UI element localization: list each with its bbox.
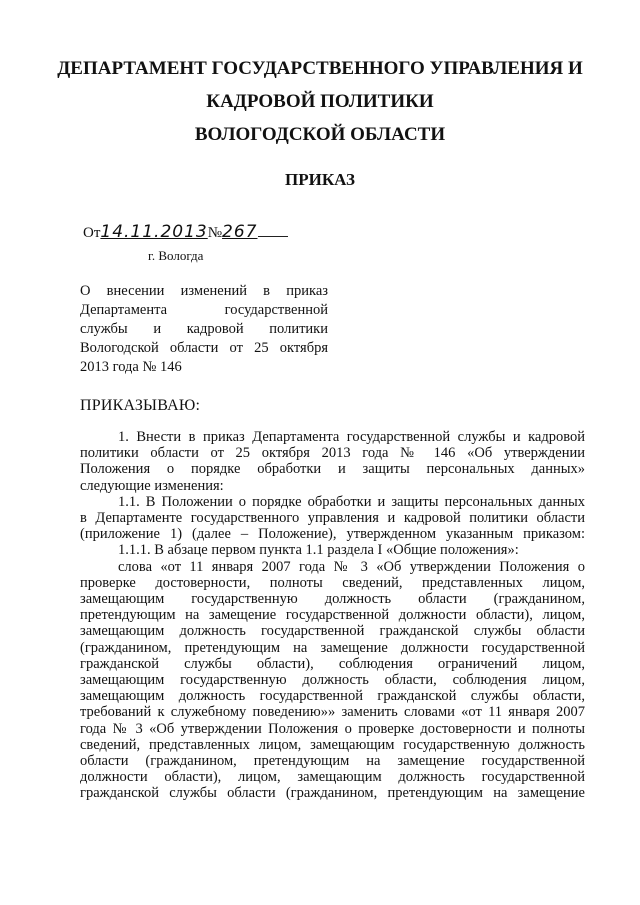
subject-line: О внесении изменений в приказ: [80, 283, 328, 299]
order-date: 14.11.2013: [100, 222, 208, 242]
body-line: замещающим должность государственной гражданской службы области,: [80, 688, 585, 705]
body-line: области (гражданином, претендующим на замещение государственной: [80, 753, 585, 770]
order-number: 267: [222, 222, 258, 242]
body-line: требований к служебному поведению»» заменить словами «от 11 января 2007: [80, 704, 585, 721]
body-line: замещающим государственную должность области, соблюдения лицом,: [80, 672, 585, 689]
header-line-1: ДЕПАРТАМЕНТ ГОСУДАРСТВЕННОГО УПРАВЛЕНИЯ И: [57, 58, 583, 79]
order-number-label: №: [207, 225, 223, 241]
order-subject: [80, 282, 328, 377]
body-line: (гражданином, претендующим на замещение должности государственной: [80, 639, 585, 656]
subject-line: службы и кадровой политики: [80, 321, 328, 337]
city-name: г. Вологда: [148, 248, 204, 263]
body-line: в Департаменте государственного управления и кадровой политики области: [80, 510, 585, 527]
order-title: ПРИКАЗ: [285, 170, 355, 189]
body-line: претендующим на замещение государственной должности области), лицом,: [80, 607, 585, 624]
body-line: замещающим государственную должность области (гражданином,: [80, 591, 585, 608]
body-line: гражданской службы области (гражданином, претендующим на замещение: [80, 785, 585, 802]
body-line: года № 3 «Об утверждении Положения о проверке достоверности и полноты: [80, 720, 585, 737]
body-line: сведений, представленных лицом, замещающим государственную должность: [80, 736, 585, 753]
body-line: слова «от 11 января 2007 года № 3 «Об утверждении Положения о: [118, 558, 585, 575]
department-header: [0, 52, 640, 151]
subject-line: Департамента государственной: [80, 302, 328, 318]
body-line: проверке достоверности, полноты сведений, представленных лицом,: [80, 574, 585, 591]
signature-line: [258, 236, 288, 237]
body-line: (приложение 1) (далее – Положение), утвержденном указанным приказом:: [80, 526, 585, 543]
body-line: Положения о порядке обработки и защиты персональных данных»: [80, 461, 585, 478]
body-line: 1.1. В Положении о порядке обработки и защиты персональных данных: [118, 493, 585, 510]
order-from-label: От: [83, 225, 101, 241]
order-date-number: [83, 222, 288, 242]
subject-line: 2013 года № 146: [80, 359, 182, 375]
header-line-2: КАДРОВОЙ ПОЛИТИКИ: [206, 91, 434, 112]
body-line: гражданской службы области), соблюдения ограничений лицом,: [80, 655, 585, 672]
decree-heading: ПРИКАЗЫВАЮ:: [80, 397, 201, 414]
body-line: политики области от 25 октября 2013 года № 146 «Об утверждении: [80, 445, 585, 462]
document-body: [80, 429, 585, 802]
subject-line: Вологодской области от 25 октября: [80, 340, 328, 356]
body-line: должности области), лицом, замещающим должность государственной: [80, 769, 585, 786]
header-line-3: ВОЛОГОДСКОЙ ОБЛАСТИ: [194, 124, 446, 145]
body-line: 1. Внести в приказ Департамента государственной службы и кадровой: [118, 429, 585, 445]
body-line: следующие изменения:: [80, 477, 224, 494]
body-line: замещающим должность государственной гражданской службы области: [80, 623, 585, 640]
body-line: 1.1.1. В абзаце первом пункта 1.1 раздела I «Общие положения»:: [118, 542, 519, 559]
